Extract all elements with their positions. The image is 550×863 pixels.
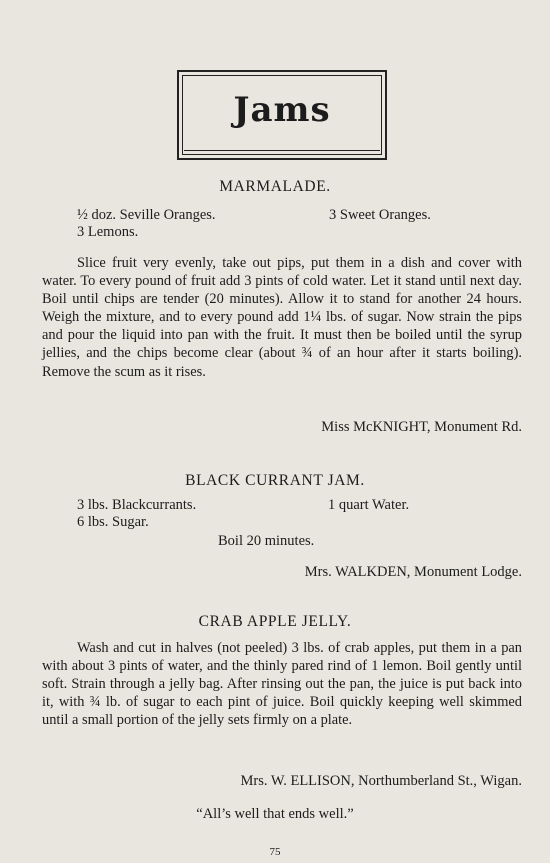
closing-quote: “All’s well that ends well.”	[196, 806, 354, 822]
section-title-frame	[177, 70, 387, 160]
recipe-method-marmalade	[42, 254, 522, 381]
recipe-author: Miss McKNIGHT, Monument Rd.	[321, 419, 522, 435]
ingredient: 3 Lemons.	[77, 224, 139, 240]
recipe-heading-black-currant-jam: BLACK CURRANT JAM.	[185, 472, 365, 489]
recipe-heading-crab-apple-jelly: CRAB APPLE JELLY.	[198, 613, 352, 630]
page-number: 75	[269, 846, 281, 858]
recipe-method-crab-apple-jelly	[42, 639, 522, 729]
recipe-author: Mrs. WALKDEN, Monument Lodge.	[304, 564, 522, 580]
ingredient: ½ doz. Seville Oranges.	[77, 207, 216, 223]
recipe-author: Mrs. W. ELLISON, Northumberland St., Wigan.	[240, 773, 522, 789]
method-text: Wash and cut in halves (not peeled) 3 lbs. of crab apples, put them in a pan with about 3 pints of water, and the thinly pared rind of 1 lemon. Boil gently until soft. Strain through a jelly bag. After rinsing out the pan, the juice is put back into it, with ¾ lb. of sugar to each pint of juice. Boil quickly keeping well skimmed until a small portion of the jelly sets firmly on a plate.	[42, 640, 522, 729]
ingredient: 3 lbs. Blackcurrants.	[77, 497, 197, 513]
ingredient: 3 Sweet Oranges.	[329, 207, 431, 223]
recipe-method-black-currant-jam: Boil 20 minutes.	[218, 533, 315, 549]
ingredient: 1 quart Water.	[328, 497, 410, 513]
method-text: Slice fruit very evenly, take out pips, put them in a dish and cover with water. To every pound of fruit add 3 pints of cold water. Let it stand until next day. Boil until chips are tender (20 minutes). Allow it to stand for another 24 hours. Weigh the mixture, and to every pound add 1¼ lbs. of sugar. Now strain the pips and pour the liquid into pan with the fruit. It must then be boiled until the syrup jellies, and the chips become clear (about ¾ of an hour after it starts boiling). Remove the scum as it rises.	[42, 255, 522, 380]
section-title: Jams	[233, 90, 331, 130]
recipe-heading-marmalade: MARMALADE.	[219, 178, 331, 195]
ingredient: 6 lbs. Sugar.	[77, 514, 149, 530]
